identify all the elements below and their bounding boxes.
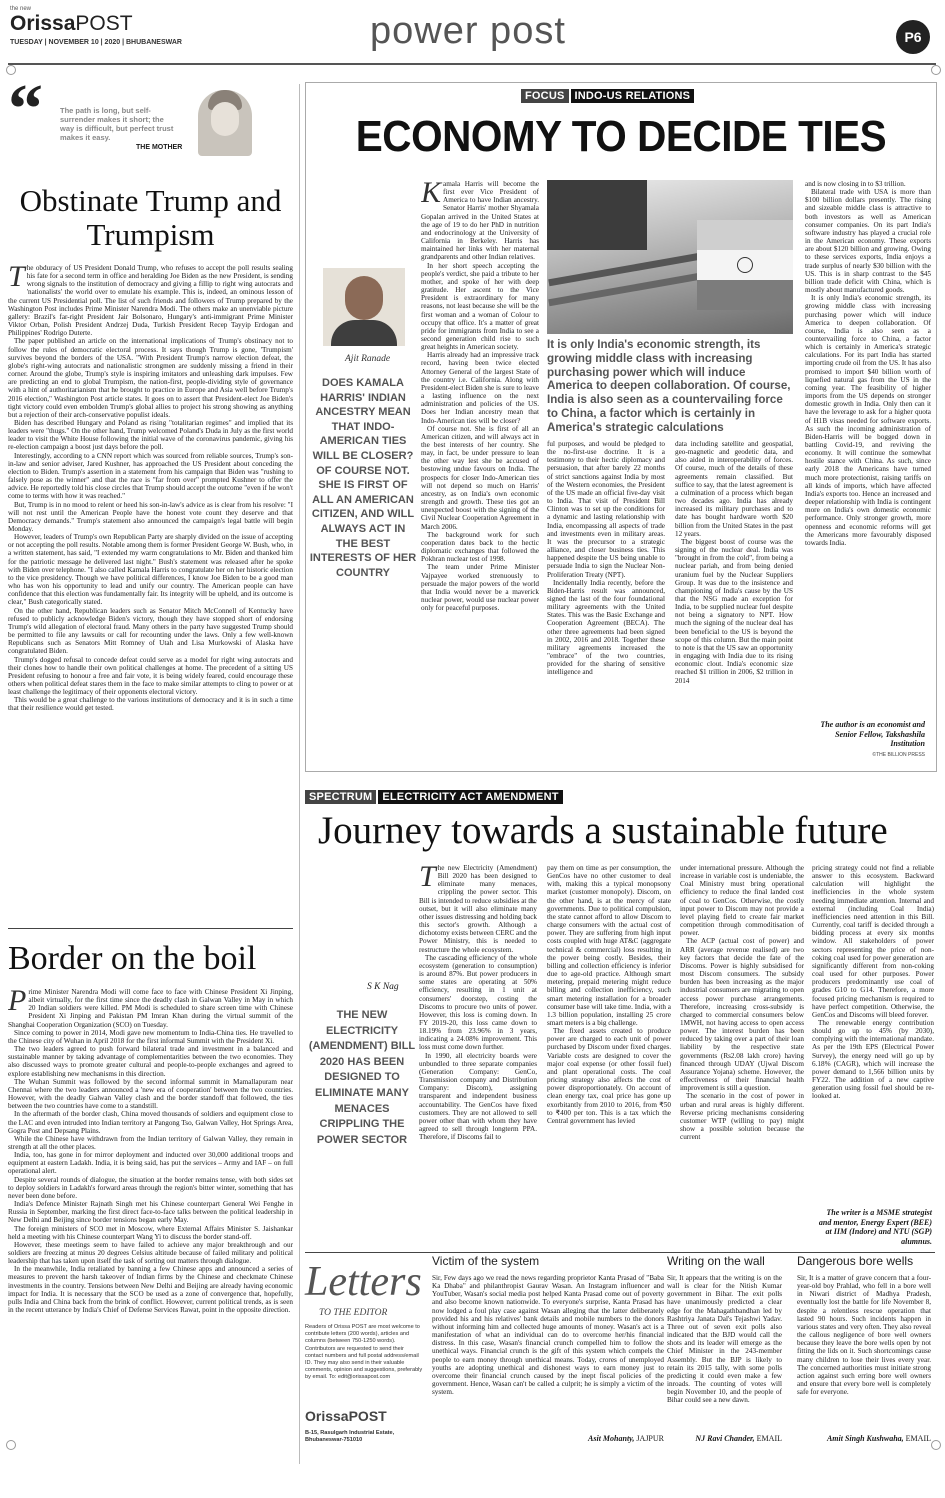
letter-signature: Amit Singh Kushwaha, EMAIL (826, 1434, 931, 1443)
author-name: Ajit Ranade (345, 354, 391, 364)
divider (305, 1252, 935, 1253)
paragraph: and is now closing in to $3 trillion. (805, 180, 906, 188)
letters-masthead (305, 1258, 423, 1458)
letter-item (667, 1254, 782, 1454)
paragraph: Incidentally India recently, before the Biden-Harris result was announced, signed the last of the four foundational military agreements with the United States. This was the Basic Exchange and Cooperation Agreement (BECA). The other three agreements had been signed in 2002, 2016 and 2018. Together these military agreements increased the "embrace" of the two countries, provided for the sharing of sensitive intelligence and (547, 578, 665, 677)
article-column (812, 864, 934, 1204)
paragraph: pricing strategy could not find a reliable answer to this ecosystem. Backward calculation will highlight the inefficiencies in the whole system needing immediate attention. Internal and external (including Coal India) inefficiencies need attention in this Bill. Currently, coal tariff is decided through a bidding process at every six months window. All stakeholders of power sectors representing the price of non-coking coal used for power generation are significantly different from non-coking coal used for other purposes. Power producers predominantly use coal of grades G10 to G14. Therefore, a more focused pricing mechanism is required to have perfect competition. Otherwise, the GenCos and Discoms will bleed forever. (812, 864, 934, 1019)
flags-photo (547, 180, 793, 334)
paragraph: The renewable energy contribution should go up to 45% (by 2030), complying with the international mandate. As per the 19th EPS (Electrical Power Survey), the energy need will go up by 6.18% (CAGR), which will increase the power demand to 1,566 billion units by FY22. The addition of a new captive generation using fossil fuel should be re-looked at. (812, 1018, 934, 1101)
paragraph: The Wuhan Summit was followed by the second informal summit in Mamallapuram near Chennai where the two leaders announced a 'new era of cooperation' between the two countries. However, with the deadly Galwan Valley clash and the border standoff that followed, the ties between the two countries have come to a standstill. (8, 1077, 293, 1111)
quote-box (8, 71, 293, 164)
paragraph: On the other hand, Republican leaders such as Senator Mitch McConnell of Kentucky have refused to publicly acknowledge Biden's victory, though they have stopped short of endorsing Trump's wild allegation of electoral fraud. Many others in the party have suggested Trump should be permitted to file any lawsuits or call for recounting under the laws. Only a few well-known Republicans such as Senators Mitt Romney of Utah and Lisa Murkowski of Alaska have congratulated Biden. (8, 606, 293, 656)
paragraph: Despite several rounds of dialogue, the situation at the border remains tense, with both sides set to deploy soldiers in Ladakh's forward areas through the region's bitter winter, something that has never been done before. (8, 1175, 293, 1200)
paragraph: In the aftermath of the border clash, China moved thousands of soldiers and equipment close to the LAC and even intruded into Indian territory at Pangong Tso, Galwan Valley, Hot Springs Area, Gogra Post and Depsang Plains. (8, 1110, 293, 1135)
paragraph: Since coming to power in 2014, Modi gave new momentum to India-China ties. He travelled to the Chinese city of Wuhan in April 2018 for the first informal Summit with the President Xi. (8, 1028, 293, 1045)
paragraph: The two leaders agreed to push forward bilateral trade and investment in a balanced and sustainable manner by taking advantage of complementarities between the two economies. They also discussed ways to promote greater cultural and people-to-people exchanges and agreed to explore establishing new mechanisms in this direction. (8, 1045, 293, 1078)
paragraph: Of course not. She is first of all an American citizen, and will always act in the best interests of her country. She may, in fact, be under pressure to lean the other way lest she be accused of bestowing undue favours on India. The prospects for closer Indo-American ties will not depend so much on Harris' ancestry, as on India's own economic strength and growth. These ties got an unexpected boost with the signing of the Civil Nuclear Cooperation Agreement in March 2006. (421, 424, 539, 531)
letter-title: Dangerous bore wells (797, 1254, 914, 1268)
article-column (421, 180, 539, 758)
paragraph: In 1990, all electricity boards were unbundled to three separate companies (Generation Company: GenCo, Transmission company and Distribution Company: Discom), assigning transparent and independent business accountability. The GenCos have fixed customers. They are not allowed to sell power other than with whom they have agreed to sell through longterm PPA. Therefore, if Discoms fail to (419, 1051, 537, 1142)
letter-text: Sir, It is a matter of grave concern that a four-year-old boy Prahlad, who fell in a bore well in Niwari district of Madhya Pradesh, eventually lost the battle for life November 8, despite a relentless rescue operation that lasted 90 hours. Such incidents happen in various states and very often. They also reveal the callous negligence of bore well owners because they leave the bore wells open by not fitting the lids on it. Such shortcomings cause many children to lose their lives every year. The concerned authorities must initiate strong action against such erring bore well owners and ensure that every bore well is completely safe for everyone. (797, 1274, 931, 1397)
editorial-body (8, 264, 293, 924)
drop-cap: K (421, 180, 442, 209)
section-title: power post (370, 10, 566, 52)
paragraph: India's Defence Minister Rajnath Singh met his Chinese counterpart General Wei Fenghe in Russia in September, marking the first direct face-to-face talks between the political leadership in New Delhi and Beijing since border tensions began early May. (8, 1200, 293, 1225)
registration-mark (931, 65, 941, 75)
paragraph: Prime Minister Narendra Modi will come face to face with Chinese President Xi Jinping, albeit virtually, for the first time since the deadly clash in Galwan Valley in May in which 20 Indian soldiers were killed. PM Modi is scheduled to share screen time with Chinese President Xi Jinping and Pakistan PM Imran Khan during the virtual summit of the Shanghai Cooperation Organization (SCO) on Tuesday. (8, 988, 293, 1029)
paragraph: The team under Prime Minister Vajpayee worked strenuously to persuade the major powers of the world that India would never be a maverick nuclear power, would use nuclear power only for peaceful purposes. (421, 563, 539, 613)
letter-text: Sir, It appears that the writing is on the wall is clear for the Nitish Kumar government in Bihar. The exit polls have unanimously predicted a clear edge for the Mahagathbandhan led by Rashtriya Janata Dal's Tejashwi Yadav. Three out of seven exit polls also indicated that the BJD would call the shots and its leader will emerge as the Chief Minister in the 243-member Assembly. But the BJP is likely to retain its 2015 tally, with some polls predicting it could even make a few inroads. The counting of votes will begin November 10, and the people of Bihar could see a new dawn. (667, 1274, 782, 1405)
kicker-topic: ELECTRICITY ACT AMENDMENT (378, 790, 562, 804)
article-column (419, 864, 537, 1252)
page-number-badge: P6 (896, 20, 930, 54)
column-divider (299, 84, 300, 1464)
paragraph: Harris already had an impressive track record, having been twice elected Attorney General of the largest State of the country i.e. California. Along with President-elect Biden she is sure to leave a lasting influence on the next administration and policies of the US. Does her Indian ancestry mean that Indo-American ties will be closer? (421, 351, 539, 425)
letter-title: Victim of the system (432, 1254, 540, 1268)
spectrum-kicker (305, 787, 563, 805)
editorial-title: Obstinate Trump and Trumpism (19, 183, 282, 252)
paragraph: This would be a great challenge to the various institutions of democracy and it is in such a time that their resilience would get tested. (8, 696, 293, 713)
focus-kicker (521, 86, 694, 104)
paragraph: Bilateral trade with USA is more than $100 billion dollars presently. The rising and sizeable middle class is attractive to both investors as well as American consumer companies. On its part India's software industry has played a crucial role in the American economy. These exports are about $120 billion and growing. Owing to these services exports, India enjoys a trade surplus of nearly $30 billion with the US. This is in sharp contrast to the $45 billion trade deficit with China, which is mostly about manufactured goods. (805, 188, 931, 295)
paragraph: The scenario in the cost of power in urban and rural areas is highly different. Reverse pricing mechanisms considering customer WTP (willing to pay) might show a possible solution because the current (680, 1092, 804, 1142)
quote-text: The path is long, but self-surrender makes it short; the way is difficult, but perfect trust makes it easy. (60, 106, 174, 142)
paragraph: The background work for such cooperation dates back to the hectic diplomatic exchanges that followed the Pokhran nuclear test of 1998. (421, 530, 539, 564)
paragraph: under international pressure. Although the increase in variable cost is undeniable, the Coal Ministry must bring operational efficiency to reduce the final landed cost of coal to GenCos. Otherwise, the costly input power to Discom may not provide a level playing field to create fair market competition through commoditisation of power. (680, 864, 804, 938)
kicker-topic: INDO-US RELATIONS (571, 89, 695, 103)
letters-info: Readers of Orissa POST are most welcome to contribute letters (200 words), articles and columns (between 750-1250 words). Contributors are requested to send their contact numbers and full postal address/email ID. They may also send in their valuable comments, opinion and suggestions, preferably by email. To: edit@orissapost.com (305, 1324, 423, 1381)
paragraph: The ACP (actual cost of power) and ARR (average revenue realised) are two key factors that decide the fate of the Discoms. Power is highly subsidised for most Discom consumers. The subsidy burden has been increasing as the major industrial consumers are migrating to open access power purchase arrangements. Therefore, increasing cross-subsidy is charged to commercial consumers below 1MWH, not having access to open access power. The interest burden has been reduced by taking over a part of their loan liability by the respective state governments (Rs2.08 lakh crore) having financed through UDAY (Ujwal Discom Assurance Yojana) scheme. However, the effectiveness of their financial health improvement is still a question. (680, 937, 804, 1093)
quote-mark-icon: “ (8, 71, 43, 148)
author-portrait (323, 268, 405, 346)
paragraph: India, too, has gone in for mirror deployment and inducted over 30,000 additional troops and equipment at eastern Ladakh. India, it is being said, has put the services – Army and IAF – on full operational alert. (8, 1151, 293, 1176)
letter-signature: Asit Mohanty, JAJPUR (588, 1434, 664, 1443)
letters-brand: OrissaPOST (305, 1408, 387, 1424)
kicker-spectrum: SPECTRUM (305, 790, 376, 804)
divider (8, 928, 293, 929)
paragraph: The new Electricity (Amendment) Bill 2020 has been designed to eliminate many menaces, crippling the power sector. This Bill is intended to reduce subsidies at the outset, but it will also eliminate many other issues distressing and holding back this sector's growth. Although a dichotomy exists between CERC and the Power Ministry, this is needed to restructure the whole ecosystem. (419, 864, 537, 954)
quote-author: THE MOTHER (136, 144, 183, 151)
paragraph: Trump's dogged refusal to concede defeat could serve as a model for right wing autocrats and their clones how to handle their own political challenges at home. The precedent of a sitting US President refusing to honour a free and fair vote, it is being widely feared, could encourage these others when political defeat stares them in the face to make similar attempts to cling to power or at least challenge the legitimacy of their opponents electoral victory. (8, 655, 293, 697)
article-column (680, 864, 804, 1252)
letters-subheading: TO THE EDITOR (319, 1308, 388, 1318)
paragraph: However, leaders of Trump's own Republican Party are sharply divided on the issue of accepting or not accepting the poll results. Notable among them is former President George W. Bush, who, in a written statement, has said, "I extended my warm congratulations to Mr. Biden and thanked him for the patriotic message he delivered last night." Bush's statement was released after he spoke with Biden over telephone. "I also called Kamala Harris to congratulate her on her historic election to the vice presidency. Though we have political differences, I know Joe Biden to be a good man who has won his opportunity to lead and unify our country. The American people can have confidence that this election was fundamentally fair. Its integrity will be upheld, and its outcome is clear," Bush categorically stated. (8, 533, 293, 607)
letters-address: B-15, Rasulgarh Industrial Estate, Bhubaneswar-751010 (305, 1430, 395, 1443)
paragraph: In the meanwhile, India retaliated by banning a few Chinese apps and announced a series of measures to prevent the harsh takeover of Indian firms by the Chinese and checkmate Chinese investments in the country. Tensions between New Delhi and Beijing are already having economic impact for India. It is necessary that the SCO be used as a zone of convergence that, hopefully, pulls India and China back from the brink of conflict. However, current political trends, as is seen in the recent utterance by India's Chief of Defense Services Rawat, point in the opposite direction. (8, 1265, 293, 1315)
pull-quote: THE NEW ELECTRICITY (AMENDMENT) BILL 2020 HAS BEEN DESIGNED TO ELIMINATE MANY MENACES CRIPPLING THE POWER SECTOR (308, 1009, 416, 1146)
letter-text: Sir, Few days ago we read the news regarding proprietor Kanta Prasad of "Baba Ka Dhaba" and philanthropist Gaurav Wasan. An Instagram influencer and YouTuber, Wasan's social media post helped Kanta Prasad come out of poverty and also become known nationwide. To everyone's surprise, Kanta Prasad has now lodged a foul play case against Wasan alleging that the latter deliberately provided his and his relatives' bank details and mobile numbers to the donors without informing him and collected huge amounts of money. Wasan's act is a manifestation of what an individual can do to overcome her/his financial distress. In this case, Wasan's financial crunch compelled him to follow the unethical ways. Financial crunch is the gift of this system which compels the people to earn money through unethical means. Today, crores of unemployed youths are adopting unethical and dishonest ways to earn money just to overcome their financial crunch caused by the inept fiscal policies of the government. Hence, Wasan can't be called a culprit; he is simply a victim of the system. (432, 1274, 664, 1397)
paragraph: The cascading efficiency of the whole ecosystem (generation to consumption) is around 87%. But power producers in some states are operating at 50% efficiency, resulting in 1 unit at consumers' doorstep, costing the Discoms to procure two units of power. However, this loss is coming down. In FY 2019-20, this loss came down to 18.19% from 23.96% in 3 years, indicating a 24.08% improvement. This loss must come down further. (419, 953, 537, 1052)
paragraph: The paper published an article on the international implications of Trump's obstinacy not to follow the rules of democratic electoral process. It says though Trump is gone, 'Trumpism' survives beyond the borders of the USA. "With President Trump's narrow election defeat, the globe's right-wing autocrats and nationalistic strongmen are suddenly missing a friend in their corner. Around the globe, Trump's style is inspiring imitators and unleashing dark impulses. Few are predicting an end to global Trumpism, the nation-first, people-dividing style of governance with a hint of authoritarianism that he brought to practice in Europe and Asia well before Trump's 2016 election," Washington Post article states. It goes on to assert that President-elect Joe Biden's tight victory could even embolden Trump's global allies to project his strong showing as anything but a rejection of their arch-conservative populist ideals. (8, 337, 293, 419)
paragraph: It is only India's economic strength, its growing middle class with increasing purchasing power which will induce America to deepen collaboration. Of course, India is also seen as a countervailing force to China, a factor which is certainly in America's strategic calculations. For its part India has started importing crude oil from the US. It has also promised to import $40 billion worth of liquefied natural gas from the US in the coming year. The feasibility of higher imports from the US depends on stronger domestic growth in India. Only then can it have the leverage to ask for a higher quota of H1B visas needed for software exports. As such the incoming administration of Biden-Harris will be bogged down in battling Covid-19, and reviving the economy. It will continue the somewhat hostile stance with China. As such, since early 2018 the Americans have turned much more protectionist, raising tariffs on all kinds of imports, which have affected India's exports too. Hence an increased and deeper relationship with India is contingent more on India's own domestic economic performance. Only stronger growth, more openness and economic reforms will get the Americans more favourably disposed towards India. (805, 294, 931, 547)
author-name: S K Nag (367, 982, 399, 992)
letters-heading: Letters (305, 1259, 422, 1305)
editorial-title: Border on the boil (8, 940, 257, 977)
brand-prefix: the new (10, 6, 32, 12)
paragraph: While the Chinese have withdrawn from the Indian territory of Galwan Valley, they remain in strength at all the other places. (8, 1134, 293, 1151)
paragraph: ful purposes, and would be pledged to the no-first-use doctrine. It is a testimony to their hectic diplomacy and persuasion, that after barely 22 months of strict sanctions against India by most of the Western economies, the President of the US made an official five-day visit to India. That visit of President Bill Clinton was to set up the conditions for a dynamic and lasting relationship with India, encompassing all aspects of trade and investments even in military areas. It was the precursor to a strategic alliance, and closer business ties. This happened despite the US being unable to persuade India to sign the Nuclear Non-Proliferation Treaty (NPT). (547, 440, 665, 579)
the-mother-portrait (198, 90, 252, 156)
letter-item (432, 1254, 664, 1454)
spectrum-headline: Journey towards a sustainable future (318, 809, 888, 852)
drop-cap: T (419, 864, 436, 893)
paragraph: The fixed assets created to produce power are charged to each unit of power purchased by Discom under fixed charges. Variable costs are designed to cover the major coal expense (or other fossil fuel) and plant operational costs. The coal pricing strategy also affects the cost of power disproportionately. On account of clean energy tax, coal price has gone up exorbitantly from 2010 to 2016, from ₹50 to ₹400 per ton. This is a tax which the Central government has levied (547, 1027, 671, 1125)
paragraph: But, Trump is in no mood to relent or heed his son-in-law's advice as is clear from his resolve: "I will not rest until the American People have the honest vote count they deserve and that Democracy demands." Trump's statement also announced the campaign's legal battle will begin Monday. (8, 500, 293, 533)
letter-item (797, 1254, 935, 1454)
article-column (675, 440, 793, 758)
letter-title: Writing on the wall (667, 1254, 765, 1268)
author-credit: The author is an economist and Senior Fellow, Takshashila Institution (820, 720, 925, 748)
article-column (547, 864, 671, 1252)
syndicate-credit: ©THE BILLION PRESS (872, 752, 925, 758)
paragraph: The foreign ministers of SCO met in Moscow, where External Affairs Minister S. Jaishankar held a meeting with his Chinese counterpart Wang Yi to discuss the border stand-off. (8, 1224, 293, 1241)
article-column (805, 180, 931, 716)
focus-headline: ECONOMY TO DECIDE TIES (355, 112, 887, 161)
masthead-rule (8, 63, 936, 65)
paragraph: Biden has described Hungary and Poland as rising "totalitarian regimes" and implied that its leaders were "thugs." On the other hand, Trump welcomed Poland's Duda in July as the first world leader to visit the White House following the initial wave of the coronavirus pandemic, giving his re-election campaign a boost just days before the poll. (8, 418, 293, 452)
photo-caption: It is only India's economic strength, its growing middle class with increasing purchasing power which will induce America to deepen collaboration. Of course, India is also seen as a countervailing force to China, a factor which is certainly in America's strategic calculations (547, 338, 791, 434)
dateline: TUESDAY | NOVEMBER 10 | 2020 | BHUBANESWAR (10, 39, 182, 46)
paragraph: data including satellite and geospatial, geo-magnetic and geodetic data, and also aided in interoperability of forces. Of course, much of the details of these agreements remain classified. But suffice to say, that the latest agreement is a culmination of a process which began two decades ago. India has already increased its military purchases and to date has bought hardware worth $20 billion from the United States in the past 12 years. (675, 440, 793, 538)
paragraph: However, these meetings seem to have failed to achieve any major breakthrough and our soldiers are freezing at minus 20 degrees Celsius altitude because of failed military and political leadership that has taken upon itself the task of sorting out matters through dialogue. (8, 1240, 293, 1266)
paragraph: The obduracy of US President Donald Trump, who refuses to accept the poll results sealing his fate for a second term in office and heralding Joe Biden as the new President, is sending wrong signals to the institution of democracy and giving a fillip to right wing autocrats and 'nationalists' the world over to emulate his example. This is, indeed, an ominous lesson of the current US Presidential poll. The list of such friends and followers of Trump prepared by the Washington Post includes Prime Minister Narendra Modi. The others make an unenviable picture gallery: Brazil's far-right President Jair Bolsonaro, Hungary's anti-immigrant Prime Minister Viktor Orban, Polish President Andrzej Duda, Turkish President Recep Tayyip Erdogan and Philippines' Rodrigo Duterte. (8, 264, 293, 338)
paragraph: The biggest boost of course was the signing of the nuclear deal. India was "brought in from the cold", from being a nuclear pariah, and from being denied uranium fuel by the Nuclear Suppliers Group. It was due to the insistence and championing of India's cause by the US that the NSG made an exception for India, to be supplied nuclear fuel despite not being a signatory to NPT. How much the signing of the nuclear deal has been beneficial to the US is beyond the scope of this column. But the main point to note is that the US saw an opportunity in engaging with India due to its rising economic clout. India's economic size reached $1 trillion in 2006, $2 trillion in 2014 (675, 537, 793, 685)
masthead (10, 6, 935, 64)
article-column (547, 440, 665, 758)
letter-signature: NJ Ravi Chander, EMAIL (695, 1434, 782, 1443)
drop-cap: P (8, 988, 27, 1017)
paragraph: pay them on time as per consumption, the GenCos have no other customer to deal with, making this a typical monopsony market (customer monopoly). Discom, on the other hand, is at the mercy of state governments. Due to political compulsion, the state cannot afford to allow Discom to charge consumers with the actual cost of power. They are suffering from high input costs coupled with huge AT&C (aggregate technical & commercial) loss resulting in the power being costly. Besides, their billing and collection efficiency is inferior due to age-old practice. Although smart metering, prepaid metering might reduce billing and collection inefficiency, such smart metering installation for a broader consumer base will take time. India, with a 1.3 billion population, installing 25 crore smart meters is a big challenge. (547, 864, 671, 1027)
paragraph: In her short speech accepting the people's verdict, she paid a tribute to her mother, and spoke of her with deep gratitude. Her ascent to the Vice President is extraordinary for many reasons, not least because she will be the first woman and a woman of Colour to occupy that office. It's a matter of great pride for immigrants from India to see a second generation child rise to such great heights in American society. (421, 261, 539, 352)
paragraph: Interestingly, according to a CNN report which was sourced from reliable sources, Trump's son-in-law and senior adviser, Jared Kushner, has approached the US President about conceding the election to Biden. Trump's assertion in a statement from his campaign that Biden was "rushing to falsely pose as the winner" and that the race is "far from over" prompted Kushner to offer the advice. He reportedly told his close circles that Trump should accept the outcome "even if he won't come to terms with how it was reached." (8, 451, 293, 501)
editorial-body (8, 988, 293, 1458)
masthead-logo: OrissaPOST (10, 12, 133, 35)
kicker-focus: FOCUS (521, 89, 569, 103)
pull-quote: DOES KAMALA HARRIS' INDIAN ANCESTRY MEAN THAT INDO-AMERICAN TIES WILL BE CLOSER? OF COURSE NOT. SHE IS FIRST OF ALL AN AMERICAN CITIZEN, AND WILL ALWAYS ACT IN THE BEST INTERESTS OF HER COUNTRY (309, 377, 417, 579)
paragraph: Kamala Harris will become the first ever Vice President of America to have Indian ancestry. Senator Harris' mother Shyamala Gopalan arrived in the United States at the age of 19 to do her PhD in nutrition and endocrinology at the University of California in Berkeley. Harris has maintained her links with her maternal grandparents and other Indian relatives. (421, 180, 539, 262)
author-credit: The writer is a MSME strategist and mentor, Energy Expert (BEE) at IIM (Indore) and NTU (SGP) alumnus. (818, 1208, 932, 1246)
drop-cap: T (8, 264, 25, 293)
